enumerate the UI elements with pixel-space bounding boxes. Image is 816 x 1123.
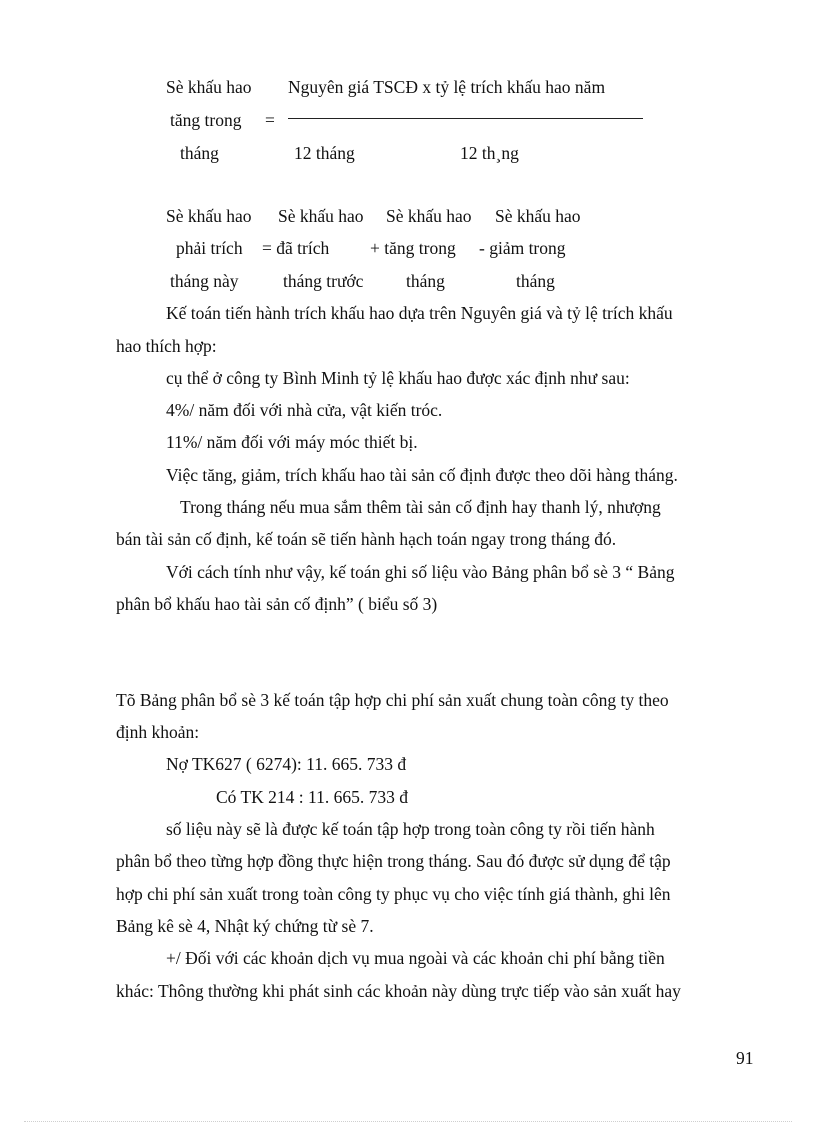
page-number: 91 (736, 1048, 754, 1068)
page-bottom-edge (24, 1121, 792, 1122)
paragraph-9-line-1: số liệu này sẽ là được kế toán tập hợp trong toàn công ty rồi tiến hành (166, 819, 655, 839)
formula1-equals: = (265, 110, 275, 130)
paragraph-7-line-1: Với cách tính như vậy, kế toán ghi số liệu vào Bảng phân bổ sè 3 “ Bảng (166, 562, 675, 582)
fraction-bar (288, 118, 643, 119)
formula2-col1-line1: Sè khấu hao (166, 206, 252, 226)
formula1-left-line2: tăng trong (170, 110, 242, 130)
formula2-col1-line3: tháng này (170, 271, 239, 291)
paragraph-10-line-2: khác: Thông thường khi phát sinh các khoản này dùng trực tiếp vào sản xuất hay (116, 981, 681, 1001)
paragraph-4: 11%/ năm đối với máy móc thiết bị. (166, 432, 418, 452)
formula1-left-line1: Sè khấu hao (166, 77, 252, 97)
formula1-denominator-a: 12 tháng (294, 143, 355, 163)
paragraph-1-line-2: hao thích hợp: (116, 336, 217, 356)
formula2-col3-line2: + tăng trong (370, 238, 456, 258)
formula2-col2-line3: tháng trước (283, 271, 364, 291)
formula2-col4-line3: tháng (516, 271, 555, 291)
formula2-col3-line3: tháng (406, 271, 445, 291)
paragraph-9-line-4: Bảng kê sè 4, Nhật ký chứng từ sè 7. (116, 916, 374, 936)
paragraph-8-line-1: Tõ Bảng phân bổ sè 3 kế toán tập hợp chi phí sản xuất chung toàn công ty theo (116, 690, 669, 710)
paragraph-5: Việc tăng, giảm, trích khấu hao tài sản cố định được theo dõi hàng tháng. (166, 465, 678, 485)
paragraph-6-line-1: Trong tháng nếu mua sắm thêm tài sản cố định hay thanh lý, nhượng (180, 497, 661, 517)
paragraph-2: cụ thể ở công ty Bình Minh tỷ lệ khấu hao được xác định như sau: (166, 368, 630, 388)
formula2-col1-line2: phải trích (176, 238, 243, 258)
formula1-left-line3: tháng (180, 143, 219, 163)
paragraph-10-line-1: +/ Đối với các khoản dịch vụ mua ngoài và các khoản chi phí bằng tiền (166, 948, 665, 968)
paragraph-9-line-3: hợp chi phí sản xuất trong toàn công ty phục vụ cho việc tính giá thành, ghi lên (116, 884, 671, 904)
formula2-col3-line1: Sè khấu hao (386, 206, 472, 226)
paragraph-8-line-2: định khoản: (116, 722, 200, 742)
paragraph-6-line-2: bán tài sản cố định, kế toán sẽ tiến hành hạch toán ngay trong tháng đó. (116, 529, 617, 549)
paragraph-1-line-1: Kế toán tiến hành trích khấu hao dựa trên Nguyên giá và tỷ lệ trích khấu (166, 303, 673, 323)
journal-entry-credit: Có TK 214 : 11. 665. 733 đ (216, 787, 409, 807)
paragraph-3: 4%/ năm đối với nhà cửa, vật kiến tróc. (166, 400, 443, 420)
formula1-numerator: Nguyên giá TSCĐ x tỷ lệ trích khấu hao năm (288, 77, 606, 97)
paragraph-9-line-2: phân bổ theo từng hợp đồng thực hiện trong tháng. Sau đó được sử dụng để tập (116, 851, 671, 871)
formula2-col4-line2: - giảm trong (479, 238, 566, 258)
formula2-col2-line2: = đã trích (262, 238, 330, 258)
paragraph-7-line-2: phân bổ khấu hao tài sản cố định” ( biểu số 3) (116, 594, 438, 614)
formula1-denominator-b: 12 th¸ng (460, 143, 519, 163)
formula2-col2-line1: Sè khấu hao (278, 206, 364, 226)
formula2-col4-line1: Sè khấu hao (495, 206, 581, 226)
journal-entry-debit: Nợ TK627 ( 6274): 11. 665. 733 đ (166, 754, 407, 774)
